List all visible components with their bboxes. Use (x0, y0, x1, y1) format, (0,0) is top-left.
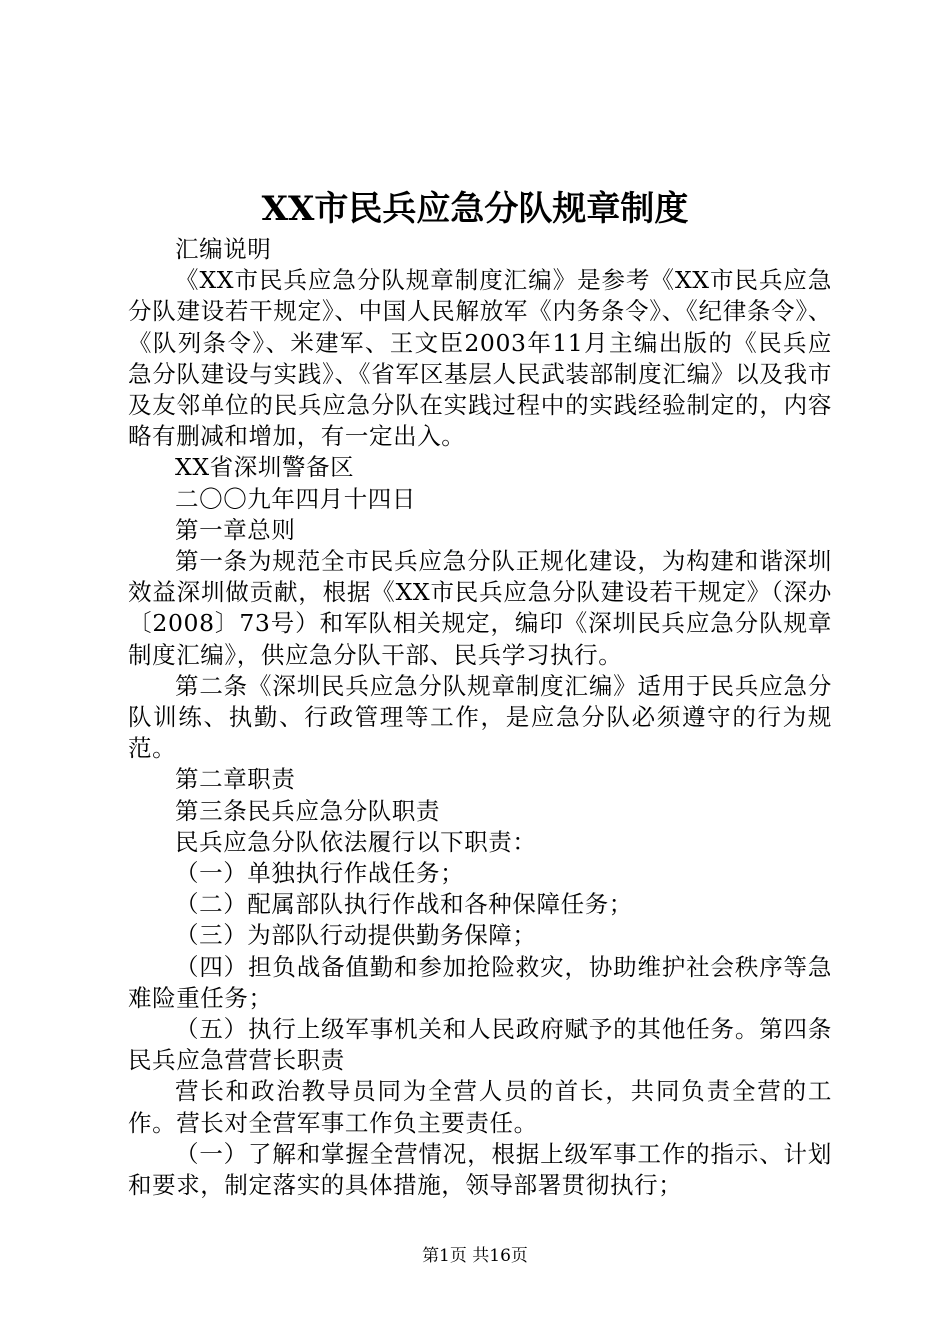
document-title: XX市民兵应急分队规章制度 (261, 189, 689, 229)
paragraph: 第二章职责 (175, 765, 296, 794)
paragraph: （一）单独执行作战任务； (175, 859, 465, 888)
paragraph: 二〇〇九年四月十四日 (175, 484, 416, 513)
paragraph: （二）配属部队执行作战和各种保障任务； (175, 890, 633, 919)
paragraph: 《XX市民兵应急分队规章制度汇编》是参考《XX市民兵应急分队建设若干规定》、中国人民解放军《内务条令》、《纪律条令》、《队列条令》、米建军、王文臣2003年11月主编出版的《民兵应急分队建设与实践》、《省军区基层人民武装部制度汇编》以及我市及友邻单位的民兵应急分队在实践过程中的实践经验制定的，内容略有删减和增加，有一定出入。 (128, 266, 832, 451)
page-number-footer: 第1页 共16页 (422, 1246, 528, 1266)
paragraph: 营长和政治教导员同为全营人员的首长，共同负责全营的工作。营长对全营军事工作负主要责任。 (128, 1077, 832, 1137)
paragraph: 第三条民兵应急分队职责 (175, 796, 441, 825)
paragraph: 民兵应急分队依法履行以下职责： (175, 827, 537, 856)
paragraph: （三）为部队行动提供勤务保障； (175, 921, 537, 950)
paragraph: 第一章总则 (175, 515, 296, 544)
document-body (128, 234, 832, 1201)
paragraph: （五）执行上级军事机关和人民政府赋予的其他任务。第四条民兵应急营营长职责 (128, 1015, 832, 1075)
paragraph: XX省深圳警备区 (175, 453, 355, 482)
paragraph: 第二条《深圳民兵应急分队规章制度汇编》适用于民兵应急分队训练、执勤、行政管理等工作，是应急分队必须遵守的行为规范。 (128, 671, 832, 763)
paragraph: （四）担负战备值勤和参加抢险救灾，协助维护社会秩序等急难险重任务； (128, 952, 832, 1012)
paragraph: （一）了解和掌握全营情况，根据上级军事工作的指示、计划和要求，制定落实的具体措施，领导部署贯彻执行； (128, 1139, 832, 1200)
paragraph: 第一条为规范全市民兵应急分队正规化建设，为构建和谐深圳效益深圳做贡献，根据《XX市民兵应急分队建设若干规定》（深办〔2008〕73号）和军队相关规定，编印《深圳民兵应急分队规章制度汇编》，供应急分队干部、民兵学习执行。 (128, 547, 832, 669)
paragraph: 汇编说明 (175, 235, 272, 263)
